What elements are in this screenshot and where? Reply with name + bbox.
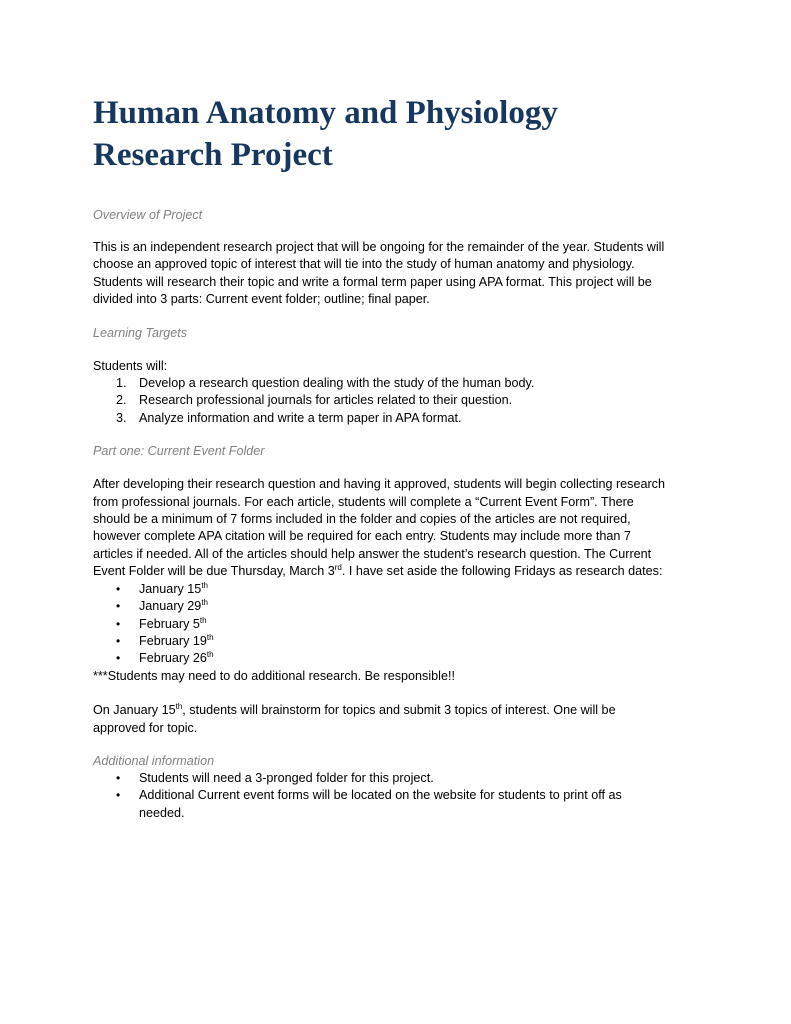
list-item: • January 15th bbox=[93, 581, 705, 598]
bullet-icon: • bbox=[116, 616, 121, 631]
list-item: • February 19th bbox=[93, 633, 705, 650]
targets-intro: Students will: bbox=[93, 358, 168, 373]
part-one-line-3: should be a minimum of 7 forms included in the folder and copies of the articles are not required, bbox=[93, 512, 631, 527]
brainstorm-line-2: approved for topic. bbox=[93, 720, 198, 735]
overview-line-4: divided into 3 parts: Current event folder; outline; final paper. bbox=[93, 292, 430, 307]
list-item-text: Research professional journals for articles related to their question. bbox=[139, 393, 513, 408]
list-item-text: Develop a research question dealing with the study of the human body. bbox=[139, 376, 535, 391]
part-one-line-2: from professional journals. For each article, students will complete a “Current Event Form”. There bbox=[93, 494, 634, 509]
date-text: February 5 bbox=[139, 616, 200, 631]
overview-line-3: Students will research their topic and write a formal term paper using APA format. This project will be bbox=[93, 274, 652, 289]
list-item: • February 5th bbox=[93, 616, 705, 633]
date-text: February 26 bbox=[139, 651, 207, 666]
list-item bbox=[93, 375, 705, 392]
additional-list bbox=[93, 770, 705, 822]
part-one-line-5: articles if needed. All of the articles should help answer the student’s research question. The Current bbox=[93, 546, 652, 561]
overview-line-2: choose an approved topic of interest that will tie into the study of human anatomy and physiology. bbox=[93, 257, 635, 272]
title-line-1: Human Anatomy and Physiology bbox=[93, 95, 558, 131]
overview-heading: Overview of Project bbox=[93, 208, 203, 222]
part-one-heading: Part one: Current Event Folder bbox=[93, 444, 265, 459]
overview-line-1: This is an independent research project that will be ongoing for the remainder of the year. Students will bbox=[93, 240, 665, 254]
targets-heading: Learning Targets bbox=[93, 325, 188, 340]
responsibility-note: ***Students may need to do additional research. Be responsible!! bbox=[93, 668, 455, 683]
list-item: • February 26th bbox=[93, 650, 705, 667]
list-item: • January 29th bbox=[93, 598, 705, 615]
bullet-icon: • bbox=[116, 770, 121, 785]
bullet-icon: • bbox=[116, 651, 121, 666]
brainstorm-line-1: On January 15th, students will brainstorm for topics and submit 3 topics of interest. One will be bbox=[93, 702, 616, 718]
list-item-text-line-1: Additional Current event forms will be located on the website for students to print off as bbox=[139, 788, 622, 803]
list-item-text: Students will need a 3-pronged folder for this project. bbox=[139, 770, 434, 785]
document-page bbox=[93, 92, 705, 822]
bullet-icon: • bbox=[116, 788, 121, 803]
title-line-2: Research Project bbox=[93, 137, 333, 173]
list-item bbox=[93, 787, 705, 822]
part-one-paragraph bbox=[93, 476, 705, 580]
list-item bbox=[93, 410, 705, 427]
list-number: 1. bbox=[116, 376, 127, 391]
date-text: January 29 bbox=[139, 599, 202, 614]
list-item bbox=[93, 770, 705, 787]
list-item-text: Analyze information and write a term paper in APA format. bbox=[139, 410, 462, 425]
targets-list bbox=[93, 375, 705, 427]
bullet-icon: • bbox=[116, 581, 121, 596]
date-text: February 19 bbox=[139, 633, 207, 648]
bullet-icon: • bbox=[116, 633, 121, 648]
part-one-line-6: Event Folder will be due Thursday, March 3rd. I have set aside the following Fridays as research dates: bbox=[93, 563, 663, 579]
list-number: 2. bbox=[116, 393, 127, 408]
list-item-text-line-2: needed. bbox=[139, 805, 185, 820]
bullet-icon: • bbox=[116, 599, 121, 614]
list-item bbox=[93, 392, 705, 409]
overview-paragraph bbox=[93, 239, 705, 309]
part-one-line-4: however complete APA citation will be required for each entry. Students may include more than 7 bbox=[93, 529, 631, 544]
research-dates-list bbox=[93, 581, 705, 668]
part-one-line-1: After developing their research question and having it approved, students will begin collecting research bbox=[93, 477, 665, 492]
list-number: 3. bbox=[116, 410, 127, 425]
document-title bbox=[93, 92, 705, 176]
additional-heading: Additional information bbox=[93, 753, 215, 768]
date-text: January 15 bbox=[139, 581, 202, 596]
